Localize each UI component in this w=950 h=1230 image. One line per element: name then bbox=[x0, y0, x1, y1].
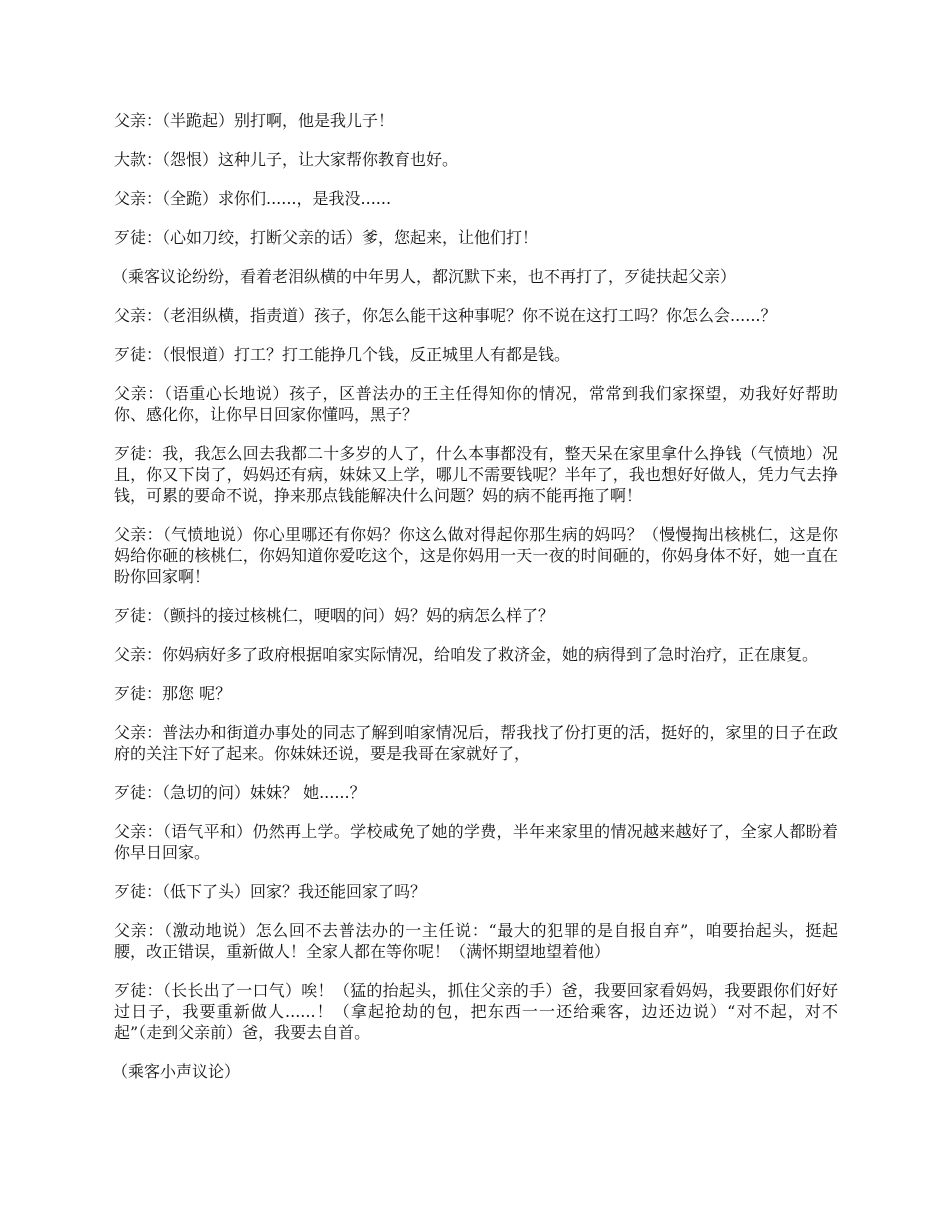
stage-direction: （乘客议论纷纷，看着老泪纵横的中年男人，都沉默下来，也不再打了，歹徒扶起父亲） bbox=[112, 267, 737, 286]
dialogue-line: 父亲：（老泪纵横，指责道）孩子，你怎么能干这种事呢？你不说在这打工吗？你怎么会......？ bbox=[114, 306, 777, 325]
dialogue-line: 歹徒：（颤抖的接过核桃仁，哽咽的问）妈？妈的病怎么样了？ bbox=[114, 606, 555, 625]
dialogue-line: 歹徒：（恨恨道）打工？打工能挣几个钱，反正城里人有都是钱。 bbox=[114, 345, 571, 364]
dialogue-line: 歹徒：（长长出了一口气）唉！（猛的抬起头，抓住父亲的手）爸，我要回家看妈妈，我要跟你们好好过日子，我要重新做人......！（拿起抢劫的包，把东西一一还给乘客，边还边说）“对不起，对不起”（走到父亲前）爸，我要去自首。 bbox=[114, 981, 838, 1042]
dialogue-line: 歹徒：（低下了头）回家？我还能回家了吗？ bbox=[114, 882, 427, 901]
stage-direction: （乘客小声议论） bbox=[112, 1062, 241, 1081]
script-body bbox=[114, 110, 838, 1100]
dialogue-line: 歹徒：（急切的问）妹妹？ 她......？ bbox=[114, 783, 366, 802]
dialogue-line: 父亲：你妈病好多了政府根据咱家实际情况，给咱发了救济金，她的病得到了急时治疗，正在康复。 bbox=[114, 645, 819, 664]
dialogue-line: 父亲：（激动地说）怎么回不去普法办的一主任说：“最大的犯罪的是自报自弃”，咱要抬起头，挺起腰，改正错误，重新做人！全家人都在等你呢！（满怀期望地望着他） bbox=[114, 921, 838, 961]
dialogue-line: 大款：（怨恨）这种儿子，让大家帮你教育也好。 bbox=[114, 150, 459, 169]
dialogue-line: 父亲：（语气平和）仍然再上学。学校咸免了她的学费，半年来家里的情况越来越好了，全家人都盼着你早日回家。 bbox=[114, 822, 838, 862]
dialogue-line: 歹徒：那您 呢？ bbox=[114, 684, 232, 703]
dialogue-line: 歹徒：（心如刀绞，打断父亲的话）爹，您起来，让他们打！ bbox=[114, 228, 539, 247]
dialogue-line: 父亲：（语重心长地说）孩子，区普法办的王主任得知你的情况，常常到我们家探望，劝我好好帮助你、感化你，让你早日回家你懂吗，黑子？ bbox=[114, 384, 838, 424]
dialogue-line: 父亲：普法办和街道办事处的同志了解到咱家情况后，帮我找了份打更的活，挺好的，家里的日子在政府的关注下好了起来。你妹妹还说，要是我哥在家就好了， bbox=[114, 723, 838, 763]
dialogue-line: 父亲：（气愤地说）你心里哪还有你妈？你这么做对得起你那生病的妈吗？（慢慢掏出核桃仁，这是你妈给你砸的核桃仁，你妈知道你爱吃这个，这是你妈用一天一夜的时间砸的，你妈身体不好，她一直在盼你回家啊！ bbox=[114, 525, 838, 586]
dialogue-line: 歹徒：我，我怎么回去我都二十多岁的人了，什么本事都没有，整天呆在家里拿什么挣钱（气愤地）况且，你又下岗了，妈妈还有病，妹妹又上学，哪儿不需要钱呢？半年了，我也想好好做人，凭力气去挣钱，可累的要命不说，挣来那点钱能解决什么问题？妈的病不能再拖了啊！ bbox=[114, 444, 838, 505]
dialogue-line: 父亲：（半跪起）别打啊，他是我儿子！ bbox=[114, 111, 395, 130]
dialogue-line: 父亲：（全跪）求你们......，是我没...... bbox=[114, 189, 392, 208]
